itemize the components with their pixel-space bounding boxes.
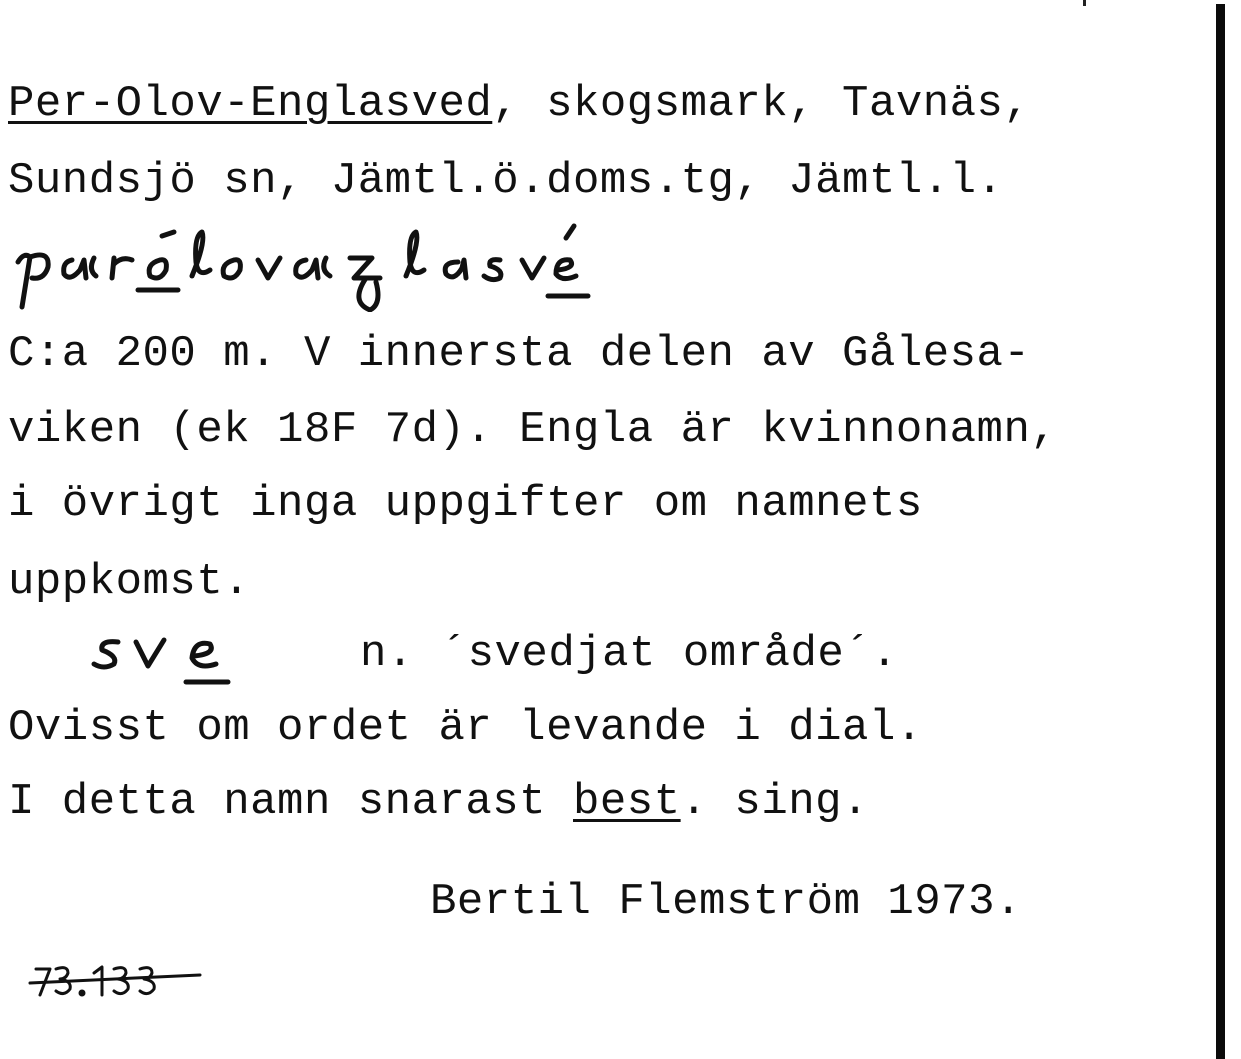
card-border <box>1216 4 1225 1059</box>
entry-heading <box>8 78 1030 130</box>
heading-rest: , skogsmark, Tavnäs, <box>492 79 1031 129</box>
description-line-2: viken (ek 18F 7d). Engla är kvinnonamn, <box>8 405 1058 455</box>
grammar-note-post: . sing. <box>680 777 869 827</box>
description-line-3: i övrigt inga uppgifter om namnets <box>8 479 923 529</box>
description-line-4: uppkomst. <box>8 557 251 607</box>
headword: Per-Olov-Englasved <box>8 79 493 129</box>
struck-through-number <box>28 955 208 1005</box>
handwritten-pronunciation <box>10 212 810 312</box>
grammar-note <box>8 776 869 828</box>
grammar-note-pre: I detta namn snarast <box>8 777 573 827</box>
signature: Bertil Flemström 1973. <box>430 877 1022 927</box>
card-border-tick <box>1083 0 1086 6</box>
location-line: Sundsjö sn, Jämtl.ö.doms.tg, Jämtl.l. <box>8 156 1004 206</box>
element-gloss: n. ´svedjat område´. <box>360 629 899 679</box>
dialect-note: Ovisst om ordet är levande i dial. <box>8 703 923 753</box>
description-line-1: C:a 200 m. V innersta delen av Gålesa- <box>8 329 1031 379</box>
handwritten-element <box>90 630 250 690</box>
grammar-note-underlined: best <box>573 777 681 827</box>
